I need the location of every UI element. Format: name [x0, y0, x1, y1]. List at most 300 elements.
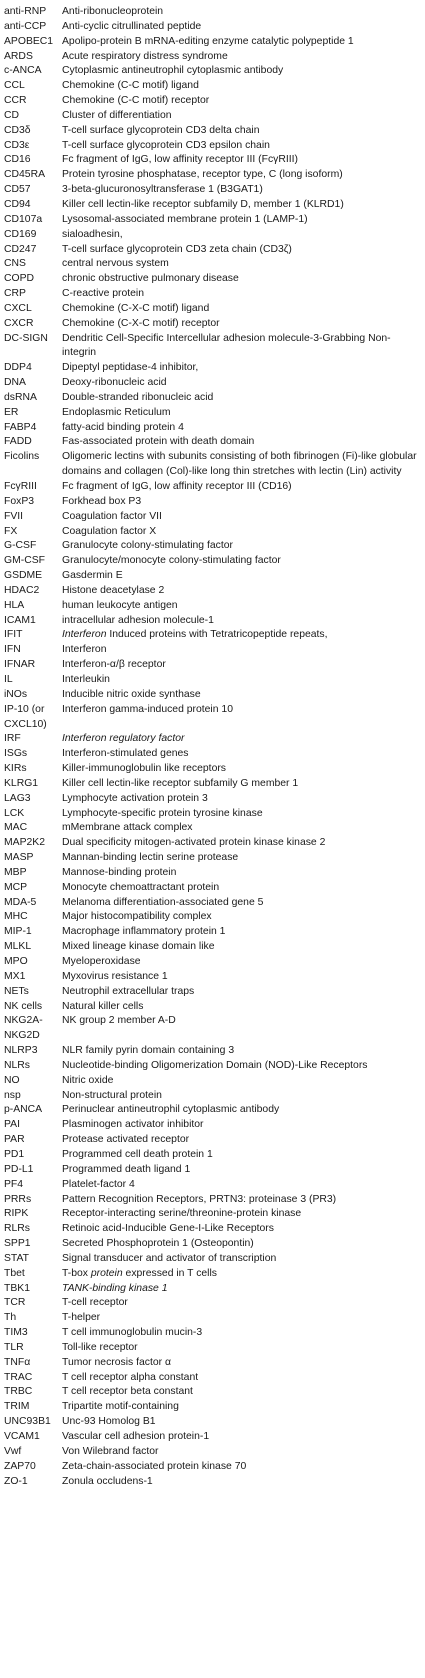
definition-text: Histone deacetylase 2 [62, 584, 165, 596]
definition-text: chronic obstructive pulmonary disease [62, 273, 239, 285]
abbreviation-definition [62, 673, 425, 688]
abbreviation-term: TRAC [4, 1371, 33, 1383]
abbreviation-definition [62, 628, 425, 643]
abbreviation-term: MAP2K2 [4, 837, 46, 849]
abbreviation-row [4, 94, 425, 109]
abbreviation-definition [62, 985, 425, 1000]
abbreviation-definition [62, 525, 425, 540]
abbreviation-definition [62, 332, 425, 362]
abbreviation-definition [62, 1371, 425, 1386]
abbreviation-row [4, 1385, 425, 1400]
definition-text: Plasminogen activator inhibitor [62, 1119, 204, 1131]
definition-text: Double-stranded ribonucleic acid [62, 391, 214, 403]
abbreviation-row [4, 1356, 425, 1371]
abbreviation-row [4, 1326, 425, 1341]
abbreviation-term: NLRs [4, 1059, 30, 1071]
abbreviation-definition [62, 435, 425, 450]
abbreviation-definition [62, 1103, 425, 1118]
abbreviation-definition [62, 807, 425, 822]
definition-text: mMembrane attack complex [62, 822, 193, 834]
definition-text: Tripartite motif-containing [62, 1401, 179, 1413]
abbreviation-term: Vwf [4, 1445, 22, 1457]
abbreviation-row [4, 866, 425, 881]
abbreviation-row [4, 287, 425, 302]
definition-text: Pattern Recognition Receptors, PRTN3: proteinase 3 (PR3) [62, 1193, 337, 1205]
abbreviation-row [4, 1400, 425, 1415]
definition-text: human leukocyte antigen [62, 599, 178, 611]
abbreviation-row [4, 302, 425, 317]
abbreviation-definition [62, 1430, 425, 1445]
abbreviation-term: KLRG1 [4, 777, 39, 789]
abbreviation-row [4, 391, 425, 406]
definition-text: Mixed lineage kinase domain like [62, 941, 215, 953]
abbreviation-definition [62, 1118, 425, 1133]
abbreviation-term: FX [4, 525, 18, 537]
abbreviation-term: G-CSF [4, 540, 37, 552]
abbreviation-term: FoxP3 [4, 495, 35, 507]
abbreviation-definition [62, 821, 425, 836]
abbreviation-term: anti-RNP [4, 6, 47, 17]
definition-text: Dendritic Cell-Specific Intercellular adhesion molecule-3-Grabbing Non-integrin [62, 332, 391, 359]
definition-text: Programmed cell death protein 1 [62, 1148, 213, 1160]
abbreviation-definition [62, 272, 425, 287]
definition-text: T cell receptor alpha constant [62, 1371, 199, 1383]
abbreviation-term: DDP4 [4, 362, 32, 374]
abbreviation-row [4, 910, 425, 925]
definition-text: Granulocyte/monocyte colony-stimulating factor [62, 555, 281, 567]
definition-text: Neutrophil extracellular traps [62, 985, 195, 997]
definition-text: Oligomeric lectins with subunits consisting of both fibrinogen (Fi)-like globular domains and collagen (Col)-like long thin stretches with lectin (Lin) activity [62, 451, 420, 478]
abbreviation-row [4, 1044, 425, 1059]
abbreviation-term: IP-10 (or CXCL10) [4, 703, 48, 730]
abbreviation-row [4, 836, 425, 851]
abbreviation-row [4, 1445, 425, 1460]
definition-text: NK group 2 member A-D [62, 1015, 176, 1027]
abbreviation-term: CD [4, 109, 20, 121]
definition-text: Forkhead box P3 [62, 495, 142, 507]
abbreviation-row [4, 747, 425, 762]
abbreviation-row [4, 881, 425, 896]
definition-text: Cluster of differentiation [62, 109, 172, 121]
abbreviation-definition [62, 1222, 425, 1237]
abbreviation-definition [62, 599, 425, 614]
abbreviation-row [4, 1059, 425, 1074]
abbreviation-definition [62, 153, 425, 168]
abbreviation-term: PF4 [4, 1178, 24, 1190]
abbreviation-row [4, 480, 425, 495]
abbreviation-term: ZO-1 [4, 1475, 28, 1487]
abbreviation-term: CD94 [4, 198, 31, 210]
abbreviation-term: ZAP70 [4, 1460, 36, 1472]
definition-text: Zonula occludens-1 [62, 1475, 153, 1487]
abbreviation-definition [62, 925, 425, 940]
abbreviation-definition [62, 1163, 425, 1178]
abbreviation-row [4, 1430, 425, 1445]
abbreviation-term: MPO [4, 956, 28, 967]
abbreviation-term: PAI [4, 1119, 20, 1131]
abbreviation-definition [62, 1445, 425, 1460]
definition-text: Apolipo-protein B mRNA-editing enzyme catalytic polypeptide 1 [62, 35, 354, 47]
abbreviation-definition [62, 1237, 425, 1252]
abbreviation-row [4, 450, 425, 480]
abbreviation-definition [62, 792, 425, 807]
abbreviation-row [4, 495, 425, 510]
definition-italic-text: Interferon [62, 629, 107, 641]
abbreviation-term: MHC [4, 911, 28, 923]
abbreviation-row [4, 168, 425, 183]
abbreviation-row [4, 732, 425, 747]
abbreviation-term: anti-CCP [4, 20, 47, 32]
abbreviation-row [4, 1252, 425, 1267]
abbreviation-definition [62, 376, 425, 391]
abbreviation-row [4, 1475, 425, 1490]
abbreviation-row [4, 1118, 425, 1133]
abbreviation-definition [62, 495, 425, 510]
abbreviation-row [4, 1296, 425, 1311]
abbreviation-definition [62, 20, 425, 35]
abbreviation-row [4, 688, 425, 703]
abbreviation-term: TLR [4, 1341, 24, 1353]
abbreviation-term: TIM3 [4, 1327, 28, 1339]
abbreviation-term: CD16 [4, 154, 31, 166]
definition-text: Fc fragment of IgG, low affinity receptor III (FcγRIII) [62, 154, 298, 166]
definition-text: Nucleotide-binding Oligomerization Domain (NOD)-Like Receptors [62, 1059, 368, 1071]
abbreviation-definition [62, 243, 425, 258]
abbreviation-term: IFN [4, 644, 21, 656]
abbreviation-row [4, 1163, 425, 1178]
abbreviation-definition [62, 1074, 425, 1089]
definition-text: Zeta-chain-associated protein kinase 70 [62, 1460, 247, 1472]
abbreviation-term: NLRP3 [4, 1045, 38, 1057]
abbreviation-term: Tbet [4, 1267, 25, 1279]
definition-text: 3-beta-glucuronosyltransferase 1 (B3GAT1) [62, 184, 263, 196]
definition-text: Chemokine (C-C motif) ligand [62, 80, 199, 92]
abbreviation-term: IFIT [4, 629, 23, 641]
definition-text: Lymphocyte-specific protein tyrosine kinase [62, 807, 263, 819]
abbreviation-term: nsp [4, 1089, 21, 1101]
abbreviation-definition [62, 94, 425, 109]
definition-text: Melanoma differentiation-associated gene 5 [62, 896, 264, 908]
abbreviation-term: LCK [4, 807, 25, 819]
abbreviation-definition [62, 1148, 425, 1163]
abbreviation-definition [62, 658, 425, 673]
abbreviation-row [4, 50, 425, 65]
abbreviation-term: SPP1 [4, 1238, 31, 1250]
abbreviation-definition [62, 228, 425, 243]
abbreviation-definition [62, 183, 425, 198]
definition-text: Endoplasmic Reticulum [62, 406, 171, 418]
abbreviation-row [4, 20, 425, 35]
abbreviation-definition [62, 1178, 425, 1193]
abbreviation-term: CNS [4, 258, 26, 270]
abbreviation-definition [62, 1341, 425, 1356]
abbreviation-term: COPD [4, 273, 35, 285]
abbreviation-row [4, 35, 425, 50]
abbreviation-term: TCR [4, 1297, 26, 1309]
abbreviation-term: CD57 [4, 184, 31, 196]
abbreviation-term: FVII [4, 510, 24, 522]
abbreviation-row [4, 1311, 425, 1326]
definition-text: Myeloperoxidase [62, 956, 141, 967]
abbreviation-definition [62, 881, 425, 896]
definition-text: Killer cell lectin-like receptor subfamily G member 1 [62, 777, 299, 789]
definition-text: Nitric oxide [62, 1074, 114, 1086]
definition-italic-text: TANK-binding kinase 1 [62, 1282, 168, 1294]
abbreviation-row [4, 228, 425, 243]
abbreviation-term: GM-CSF [4, 555, 45, 567]
abbreviation-term: c-ANCA [4, 65, 42, 77]
abbreviation-definition [62, 643, 425, 658]
definition-text: Myxovirus resistance 1 [62, 970, 168, 982]
definition-text: Chemokine (C-X-C motif) ligand [62, 302, 210, 314]
abbreviation-definition [62, 1089, 425, 1104]
definition-text: T-box [62, 1267, 91, 1279]
abbreviation-term: ICAM1 [4, 614, 36, 626]
abbreviation-definition [62, 1193, 425, 1208]
abbreviation-definition [62, 406, 425, 421]
abbreviation-definition [62, 896, 425, 911]
abbreviation-term: MCP [4, 881, 28, 893]
abbreviation-row [4, 5, 425, 20]
abbreviation-definition [62, 762, 425, 777]
abbreviation-row [4, 79, 425, 94]
abbreviation-definition [62, 1311, 425, 1326]
abbreviation-row [4, 985, 425, 1000]
abbreviation-definition [62, 421, 425, 436]
abbreviation-term: FcγRIII [4, 481, 37, 492]
definition-text: Monocyte chemoattractant protein [62, 881, 220, 893]
definition-text: T cell receptor beta constant [62, 1386, 193, 1398]
abbreviation-term: PD1 [4, 1148, 25, 1160]
abbreviation-definition [62, 940, 425, 955]
abbreviation-term: MASP [4, 852, 34, 864]
abbreviation-row [4, 1000, 425, 1015]
definition-text: Dipeptyl peptidase-4 inhibitor, [62, 362, 199, 374]
definition-text: Major histocompatibility complex [62, 911, 212, 923]
abbreviation-term: PAR [4, 1134, 25, 1146]
definition-text: fatty-acid binding protein 4 [62, 421, 184, 433]
abbreviation-term: IL [4, 673, 13, 685]
definition-text: Protease activated receptor [62, 1134, 190, 1146]
abbreviation-definition [62, 851, 425, 866]
abbreviation-definition [62, 35, 425, 50]
abbreviation-definition [62, 866, 425, 881]
abbreviation-term: MLKL [4, 941, 32, 953]
abbreviation-definition [62, 198, 425, 213]
abbreviation-row [4, 628, 425, 643]
abbreviation-term: PRRs [4, 1193, 32, 1205]
definition-text: Secreted Phosphoprotein 1 (Osteopontin) [62, 1238, 254, 1250]
abbreviation-row [4, 332, 425, 362]
abbreviation-term: FABP4 [4, 421, 37, 433]
abbreviation-definition [62, 50, 425, 65]
abbreviation-definition [62, 970, 425, 985]
abbreviation-row [4, 1103, 425, 1118]
definition-text: Protein tyrosine phosphatase, receptor type, C (long isoform) [62, 169, 343, 181]
abbreviation-term: TRBC [4, 1386, 33, 1398]
abbreviation-definition [62, 1385, 425, 1400]
definition-text: T-helper [62, 1312, 101, 1324]
abbreviation-row [4, 153, 425, 168]
definition-text: Inducible nitric oxide synthase [62, 688, 201, 700]
definition-text: Toll-like receptor [62, 1341, 138, 1353]
abbreviation-row [4, 792, 425, 807]
abbreviation-row [4, 109, 425, 124]
abbreviation-term: Ficolins [4, 451, 40, 463]
abbreviation-term: APOBEC1 [4, 35, 54, 47]
definition-text: Von Wilebrand factor [62, 1445, 159, 1457]
abbreviation-row [4, 1341, 425, 1356]
abbreviation-row [4, 703, 425, 733]
abbreviation-row [4, 851, 425, 866]
abbreviation-term: KIRs [4, 763, 27, 775]
abbreviation-row [4, 1178, 425, 1193]
abbreviation-term: FADD [4, 436, 32, 448]
definition-text: Interferon-stimulated genes [62, 748, 189, 760]
definition-text: Mannose-binding protein [62, 866, 177, 878]
definition-text: T-cell surface glycoprotein CD3 zeta chain (CD3ζ) [62, 243, 292, 255]
abbreviation-definition [62, 1282, 425, 1297]
abbreviation-term: TBK1 [4, 1282, 30, 1294]
definition-text: Non-structural protein [62, 1089, 162, 1101]
abbreviation-row [4, 361, 425, 376]
abbreviation-definition [62, 168, 425, 183]
abbreviation-row [4, 569, 425, 584]
abbreviation-definition [62, 1133, 425, 1148]
abbreviation-definition [62, 1267, 425, 1282]
abbreviation-row [4, 1133, 425, 1148]
abbreviation-definition [62, 1475, 425, 1490]
definition-text: central nervous system [62, 258, 169, 270]
abbreviation-row [4, 1207, 425, 1222]
definition-text: Lysosomal-associated membrane protein 1 (LAMP-1) [62, 213, 308, 225]
abbreviation-row [4, 435, 425, 450]
definition-text: Induced proteins with Tetratricopeptide repeats, [106, 629, 328, 641]
abbreviation-row [4, 1148, 425, 1163]
abbreviation-term: DC-SIGN [4, 332, 48, 344]
abbreviation-definition [62, 777, 425, 792]
abbreviation-definition [62, 1059, 425, 1074]
abbreviation-term: TNFα [4, 1356, 31, 1368]
abbreviation-row [4, 64, 425, 79]
abbreviation-row [4, 1222, 425, 1237]
abbreviation-term: p-ANCA [4, 1104, 43, 1116]
definition-text: Killer-immunoglobulin like receptors [62, 763, 227, 775]
definition-text: Unc-93 Homolog B1 [62, 1416, 156, 1428]
abbreviation-row [4, 317, 425, 332]
abbreviation-row [4, 1267, 425, 1282]
abbreviation-term: ISGs [4, 748, 28, 760]
abbreviation-row [4, 673, 425, 688]
abbreviation-row [4, 1014, 425, 1044]
abbreviation-definition [62, 1014, 425, 1029]
abbreviation-row [4, 821, 425, 836]
definition-text: intracellular adhesion molecule-1 [62, 614, 214, 626]
abbreviation-definition [62, 480, 425, 495]
abbreviation-definition [62, 257, 425, 272]
abbreviation-term: CCL [4, 80, 25, 92]
abbreviation-row [4, 525, 425, 540]
abbreviation-term: HDAC2 [4, 584, 40, 596]
abbreviation-definition [62, 79, 425, 94]
abbreviation-term: CXCL [4, 302, 32, 314]
definition-text: T-cell surface glycoprotein CD3 epsilon chain [62, 139, 270, 151]
abbreviation-row [4, 658, 425, 673]
abbreviation-row [4, 198, 425, 213]
abbreviation-definition [62, 1044, 425, 1059]
abbreviation-definition [62, 554, 425, 569]
definition-text: T-cell receptor [62, 1297, 128, 1309]
abbreviation-definition [62, 109, 425, 124]
abbreviation-row [4, 970, 425, 985]
abbreviation-row [4, 257, 425, 272]
definition-italic-text: protein [90, 1267, 123, 1279]
abbreviation-term: CD3δ [4, 124, 31, 136]
abbreviation-row [4, 955, 425, 970]
abbreviation-row [4, 1415, 425, 1430]
abbreviation-definition [62, 539, 425, 554]
definition-text: Interferon-α/β receptor [62, 659, 166, 671]
definition-text: Lymphocyte activation protein 3 [62, 792, 208, 804]
definition-text: Receptor-interacting serine/threonine-protein kinase [62, 1208, 302, 1220]
definition-text: Programmed death ligand 1 [62, 1163, 191, 1175]
abbreviation-row [4, 643, 425, 658]
abbreviation-row [4, 1237, 425, 1252]
definition-italic-text: Interferon regulatory factor [62, 733, 185, 745]
abbreviation-term: CD247 [4, 243, 37, 255]
abbreviation-definition [62, 1415, 425, 1430]
abbreviation-definition [62, 1207, 425, 1222]
abbreviation-term: CD3ε [4, 139, 30, 151]
definition-text: Tumor necrosis factor α [62, 1356, 171, 1368]
definition-text: Dual specificity mitogen-activated protein kinase kinase 2 [62, 837, 326, 849]
abbreviation-term: LAG3 [4, 792, 31, 804]
abbreviation-definition [62, 569, 425, 584]
definition-text: expressed in T cells [122, 1267, 217, 1279]
abbreviation-term: UNC93B1 [4, 1416, 51, 1428]
abbreviation-row [4, 421, 425, 436]
abbreviation-term: STAT [4, 1252, 30, 1264]
abbreviation-definition [62, 391, 425, 406]
definition-text: Deoxy-ribonucleic acid [62, 377, 167, 389]
abbreviation-definition [62, 1460, 425, 1475]
abbreviation-row [4, 1089, 425, 1104]
abbreviation-definition [62, 614, 425, 629]
definition-text: Acute respiratory distress syndrome [62, 50, 228, 62]
abbreviation-row [4, 807, 425, 822]
abbreviation-term: IFNAR [4, 659, 36, 671]
abbreviation-term: ARDS [4, 50, 33, 62]
abbreviation-definition [62, 1400, 425, 1415]
abbreviation-definition [62, 747, 425, 762]
abbreviation-term: Th [4, 1312, 17, 1324]
abbreviation-definition [62, 1326, 425, 1341]
abbreviation-definition [62, 910, 425, 925]
abbreviation-definition [62, 955, 425, 970]
abbreviation-term: MX1 [4, 970, 26, 982]
definition-text: Chemokine (C-C motif) receptor [62, 95, 210, 107]
abbreviation-row [4, 272, 425, 287]
abbreviation-definition [62, 1296, 425, 1311]
abbreviation-term: VCAM1 [4, 1431, 40, 1442]
abbreviation-definition [62, 213, 425, 228]
abbreviation-definition [62, 5, 425, 20]
abbreviation-term: PD-L1 [4, 1163, 34, 1175]
abbreviation-definition [62, 287, 425, 302]
definition-text: C-reactive protein [62, 288, 145, 300]
abbreviation-row [4, 124, 425, 139]
abbreviation-term: NKG2A-NKG2D [4, 1015, 43, 1042]
